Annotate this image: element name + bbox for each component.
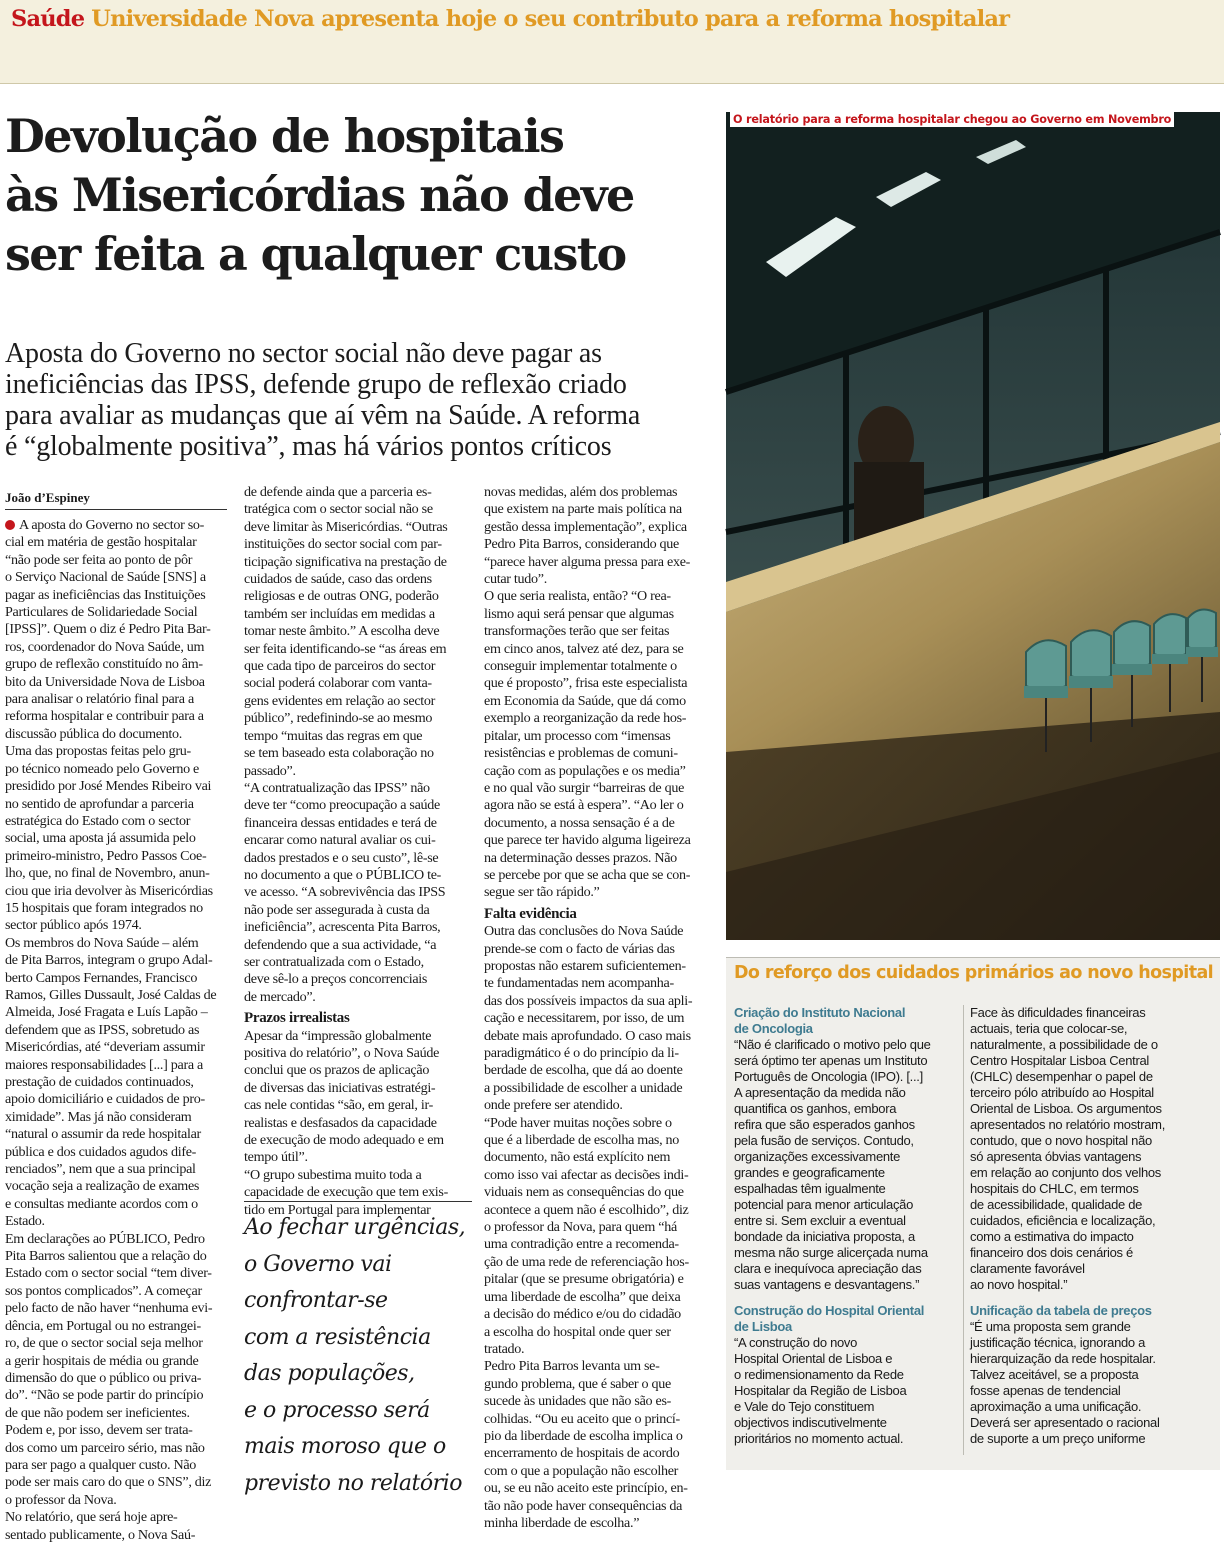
sidebar-subheading: Construção do Hospital Oriental — [734, 1303, 925, 1318]
text-line: dimensão do que o público ou priva- — [5, 1369, 202, 1386]
text-line: Pedro Pita Barros, considerando que — [484, 536, 679, 553]
text-line: também ser incluídas em medidas a — [244, 605, 435, 622]
sidebar-text-line: Hospitalar da Região de Lisboa — [734, 1383, 907, 1398]
sidebar-text-line: fosse apenas de tendencial — [970, 1383, 1121, 1398]
text-line: O que seria realista, então? “O rea- — [484, 588, 671, 605]
pull-quote-line: das populações, — [244, 1361, 415, 1386]
text-line: de execução de modo adequado e em — [244, 1132, 444, 1149]
text-line: segue ser tão rápido.” — [484, 884, 600, 901]
text-line: colhidas. “Ou eu aceito que o princí- — [484, 1410, 680, 1427]
text-line: “parece haver alguma pressa para exe- — [484, 553, 691, 570]
text-line: ros, coordenador do Nova Saúde, um — [5, 638, 205, 655]
text-line: que é a liberdade de escolha mas, no — [484, 1132, 680, 1149]
text-line: a decisão do médico e/ou do cidadão — [484, 1306, 681, 1323]
text-line: prestação de cuidados continuados, — [5, 1074, 194, 1090]
text-line: A aposta do Governo no sector so- — [5, 517, 227, 534]
sidebar-text-line: mesma não surge alicerçada numa — [734, 1245, 928, 1260]
sidebar-text-line: Oriental de Lisboa. Os argumentos — [970, 1101, 1162, 1116]
text-line: berto Campos Fernandes, Francisco — [5, 969, 198, 986]
text-line: “natural o assumir da rede hospitalar — [5, 1126, 201, 1143]
text-line: cação com as populações e os media” — [484, 762, 686, 779]
pull-quote — [244, 1201, 472, 1502]
sidebar-subheading: de Oncologia — [734, 1021, 813, 1036]
standfirst-line: ineficiências das IPSS, defende grupo de reflexão criado — [5, 369, 627, 400]
headline — [5, 107, 715, 284]
sidebar-text-line: actuais, teria que colocar-se, — [970, 1021, 1128, 1036]
text-line: e consultas mediante acordos com o — [5, 1195, 198, 1212]
text-line: ve acesso. “A sobrevivência das IPSS — [244, 884, 446, 901]
text-line: conseguir implementar totalmente o — [484, 658, 677, 675]
text-line: passado”. — [244, 762, 296, 779]
text-line: social, uma aposta já assumida pelo — [5, 830, 196, 847]
text-line: não pode ser assegurada à custa da — [244, 901, 430, 918]
text-line: onde prefere ser atendido. — [484, 1097, 623, 1114]
text-line: e no qual vão surgir “barreiras de que — [484, 779, 685, 796]
text-line: positiva do relatório”, o Nova Saúde — [244, 1045, 440, 1061]
sidebar-text-line: ao novo hospital.” — [970, 1277, 1068, 1292]
text-line: em cinco anos, talvez até dez, para se — [484, 640, 684, 657]
text-line: Os membros do Nova Saúde – além — [5, 934, 199, 951]
sidebar-text-line: grandes e geograficamente — [734, 1165, 885, 1180]
text-line: ser contratualizada com o Estado, — [244, 953, 424, 970]
text-line: deve sê-lo a preços concorrenciais — [244, 971, 428, 988]
sidebar-text-line: “A construção do novo — [734, 1335, 858, 1350]
sidebar-text-line: em relação ao conjunto dos velhos — [970, 1165, 1162, 1180]
sidebar-text-line: apresentados no relatório mostram, — [970, 1117, 1166, 1132]
sidebar-text-line: só apresenta óbvias vantagens — [970, 1149, 1142, 1164]
text-line: gestão dessa implementação”, explica — [484, 518, 687, 535]
sidebar-text-line: quantifica os ganhos, embora — [734, 1101, 897, 1116]
text-line: o professor da Nova. — [5, 1491, 117, 1508]
sidebar-text-line: justificação técnica, ignorando a — [970, 1335, 1146, 1350]
sidebar-text-line: naturalmente, a possibilidade de o — [970, 1037, 1158, 1052]
text-line: gundo problema, que é saber o que — [484, 1375, 671, 1392]
text-line: pitalar (que se presume obrigatória) e — [484, 1271, 684, 1288]
standfirst-line: Aposta do Governo no sector social não deve pagar as — [5, 338, 602, 369]
text-line: a possibilidade de escolher a unidade — [484, 1079, 683, 1096]
text-line: tempo útil”. — [244, 1149, 308, 1166]
text-line: tempo “muitas das regras em que — [244, 727, 423, 744]
column-2-text-b — [244, 1028, 472, 1219]
text-line: pode ser mais caro do que o SNS”, diz — [5, 1474, 212, 1491]
text-line: tomar neste âmbito.” A escolha deve — [244, 623, 440, 640]
text-line: propostas não estarem suficientemen- — [484, 957, 686, 974]
sidebar-text-line: refira que são esperados ganhos — [734, 1117, 915, 1132]
sidebar-text-line: Hospital Oriental de Lisboa e — [734, 1351, 893, 1366]
text-line: primeiro-ministro, Pedro Passos Coe- — [5, 847, 207, 864]
text-line: grupo de reflexão constituído no âm- — [5, 656, 203, 673]
text-line: pitalar, um processo com “imensas — [484, 727, 671, 744]
text-line: berdade de escolha, que dá ao doente — [484, 1062, 683, 1079]
text-line: tido em Portugal para implementar — [244, 1201, 431, 1218]
text-line: debate mais aprofundado. O caso mais — [484, 1027, 691, 1044]
headline-line: Devolução de hospitais — [5, 109, 564, 163]
sidebar-text-line: (CHLC) desempenhar o papel de — [970, 1069, 1153, 1084]
sidebar-text-line: bondade da iniciativa proposta, a — [734, 1229, 915, 1244]
text-line: renciados”, nem que a sua principal — [5, 1161, 196, 1178]
column-3-text-a — [484, 484, 714, 902]
pull-quote-line: o Governo vai — [244, 1251, 392, 1277]
text-line: sector público após 1974. — [5, 917, 142, 934]
headline-line: às Misericórdias não deve — [5, 168, 634, 222]
text-line: sucede às unidades que não são es- — [484, 1393, 672, 1410]
text-line: documento, a nossa sensação é a de — [484, 814, 675, 831]
text-line: cação e necessitarem, por isso, de um — [484, 1010, 685, 1027]
text-line: instituições do sector social com par- — [244, 536, 442, 553]
text-line: Estado com o sector social “tem diver- — [5, 1265, 212, 1282]
sidebar-text-line: o redimensionamento da Rede — [734, 1367, 904, 1382]
sidebar-text-line: terceiro pólo atribuído ao Hospital — [970, 1085, 1154, 1100]
text-line: exemplo a reorganização da rede hos- — [484, 710, 687, 727]
text-line: dados prestados e o seu custo”, lê-se — [244, 849, 439, 866]
text-line: encerramento de hospitais de acordo — [484, 1445, 680, 1462]
text-line: estratégica do Estado com o sector — [5, 812, 191, 829]
sidebar-text-line: Talvez aceitável, se a proposta — [970, 1367, 1139, 1382]
sidebar-text-line: objectivos indiscutivelmente — [734, 1415, 887, 1430]
text-line: Almeida, José Fragata e Luís Lapão – — [5, 1004, 208, 1021]
text-line: de Pita Barros, integram o grupo Adal- — [5, 952, 213, 969]
column-3-text-b — [484, 923, 714, 1532]
pull-quote-line: com a resistência — [244, 1324, 431, 1350]
text-line: uma liberdade de escolha” que deixa — [484, 1288, 681, 1305]
sidebar-text-line: “É uma proposta sem grande — [970, 1319, 1131, 1334]
sidebar-text-line: “Não é clarificado o motivo pelo que — [734, 1037, 931, 1052]
sidebar-column-right — [970, 1005, 1216, 1447]
sidebar-text-line: potencial para menor articulação — [734, 1197, 914, 1212]
sidebar-text-line: de suporte a um preço uniforme — [970, 1431, 1146, 1446]
text-line: para ser pago a qualquer custo. Não — [5, 1456, 197, 1473]
sidebar-text-line: pela fusão de serviços. Contudo, — [734, 1133, 914, 1148]
pull-quote-line: confrontar-se — [244, 1288, 388, 1313]
sidebar-subheading: Unificação da tabela de preços — [970, 1303, 1152, 1318]
text-line: minha liberdade de escolha.” — [484, 1514, 640, 1531]
sidebar-box-title: Do reforço dos cuidados primários ao novo hospital — [734, 963, 1214, 983]
text-line: dos como um parceiro sério, mas não — [5, 1439, 205, 1456]
text-line: no sentido de aprofundar a parceria — [5, 795, 194, 812]
text-line: ximidade”. Mas já não consideram — [5, 1108, 192, 1125]
text-line: tratégica com o sector social não se — [244, 501, 433, 518]
text-line: para analisar o relatório final para a — [5, 691, 194, 708]
spacer — [970, 1293, 1216, 1303]
section-header-band — [0, 0, 1224, 84]
sidebar-text-line: contudo, que o novo hospital não — [970, 1133, 1152, 1148]
text-line: conclui que os prazos de aplicação — [244, 1062, 430, 1079]
section-topic: Universidade Nova apresenta hoje o seu contributo para a reforma hospitalar — [91, 6, 1010, 32]
text-line: a gerir hospitais de média ou grande — [5, 1352, 199, 1369]
standfirst-line: é “globalmente positiva”, mas há vários pontos críticos — [5, 431, 612, 462]
sidebar-text-line: Português de Oncologia (IPO). [...] — [734, 1069, 923, 1084]
sidebar-text-line: será óptimo ter apenas um Instituto — [734, 1053, 928, 1068]
sidebar-column-divider — [963, 1005, 964, 1455]
text-line: financeira dessas entidades e terá de — [244, 814, 437, 831]
text-line: ro, de que o sector social seja melhor — [5, 1335, 203, 1352]
text-line: lismo aqui será pensar que algumas — [484, 605, 674, 622]
text-line: “O grupo subestima muito toda a — [244, 1166, 422, 1183]
text-line: resistências e problemas de comuni- — [484, 745, 678, 762]
text-line: viduais nem as consequências do que — [484, 1184, 684, 1201]
text-line: a escolha do hospital onde quer ser — [484, 1323, 671, 1340]
text-line: de mercado”. — [244, 988, 316, 1005]
section-kicker — [11, 6, 1009, 32]
sidebar-text-line: espalhadas têm igualmente — [734, 1181, 886, 1196]
text-line: cial em matéria de gestão hospitalar — [5, 534, 197, 551]
sidebar-subheading: de Lisboa — [734, 1319, 792, 1334]
text-line: que parece ter havido alguma ligeireza — [484, 832, 691, 849]
pull-quote-line: mais moroso que o — [244, 1434, 446, 1459]
sidebar-text-line: Face às dificuldades financeiras — [970, 1005, 1146, 1020]
text-line: bito da Universidade Nova de Lisboa — [5, 673, 205, 690]
text-line: “Pode haver muitas noções sobre o — [484, 1114, 672, 1131]
text-line: defendem que as IPSS, sobretudo as — [5, 1021, 200, 1038]
text-line: o professor da Nova, para quem “há — [484, 1219, 677, 1236]
sidebar-text-line: A apresentação da medida não — [734, 1085, 906, 1100]
text-line: tratado. — [484, 1340, 525, 1357]
text-line: [IPSS]”. Quem o diz é Pedro Pita Bar- — [5, 621, 211, 638]
sidebar-text-line: claramente favorável — [970, 1261, 1085, 1276]
text-line: de defende ainda que a parceria es- — [244, 484, 432, 500]
text-line: documento, não está explícito nem — [484, 1149, 671, 1166]
text-line: paradigmático é o do princípio da li- — [484, 1045, 679, 1061]
hospital-corridor-photo — [726, 112, 1220, 940]
text-line: cutar tudo”. — [484, 571, 547, 588]
sidebar-text-line: prioritários no momento actual. — [734, 1431, 904, 1446]
sidebar-text-line: como a estimativa do impacto — [970, 1229, 1134, 1244]
text-line: Ramos, Gilles Dussault, José Caldas de — [5, 986, 217, 1003]
text-line: cuidados de saúde, caso das ordens — [244, 571, 432, 588]
text-line: como isso vai afectar as decisões indi- — [484, 1166, 689, 1183]
text-line: das dos possíveis impactos da sua apli- — [484, 992, 693, 1009]
text-line: de que não podem ser ineficientes. — [5, 1404, 190, 1421]
photo-illustration — [726, 112, 1220, 940]
sidebar-subheading: Criação do Instituto Nacional — [734, 1005, 906, 1020]
text-line: que cada tipo de parceiros do sector — [244, 658, 436, 675]
sidebar-text-line: financeiro dos dois cenários é — [970, 1245, 1133, 1260]
text-line: deve ter “como preocupação a saúde — [244, 797, 441, 814]
sidebar-text-line: suas vantagens e desvantagens.” — [734, 1277, 920, 1292]
text-line: transformações terão que ser feitas — [484, 623, 670, 640]
text-line: do”. “Não se pode partir do princípio — [5, 1387, 204, 1404]
text-line: maiores responsabilidades [...] para a — [5, 1056, 203, 1073]
sidebar-text-line: cuidados, eficiência e localização, — [970, 1213, 1156, 1228]
text-line: ser feita identificando-se “as áreas em — [244, 640, 447, 657]
text-line: Pedro Pita Barros levanta um se- — [484, 1358, 660, 1375]
text-line: “não pode ser feita ao ponto de pôr — [5, 551, 193, 568]
text-line: Podem e, por isso, devem ser trata- — [5, 1422, 193, 1439]
photo-caption: O relatório para a reforma hospitalar chegou ao Governo em Novembro — [730, 112, 1174, 127]
text-line: no documento a que o PÚBLICO te- — [244, 866, 442, 883]
article-column-2 — [244, 484, 472, 1219]
text-line: novas medidas, além dos problemas — [484, 484, 678, 500]
text-line: “A contratualização das IPSS” não — [244, 779, 430, 796]
sidebar-text-line: Centro Hospitalar Lisboa Central — [970, 1053, 1149, 1068]
text-line: ção de uma rede de referenciação hos- — [484, 1253, 689, 1270]
subheading-falta-evidencia: Falta evidência — [484, 905, 577, 922]
text-line: No relatório, que será hoje apre- — [5, 1509, 178, 1526]
section-name: Saúde — [11, 6, 85, 32]
text-line: Particulares de Solidariedade Social — [5, 604, 198, 621]
text-line: Uma das propostas feitas pelo gru- — [5, 743, 191, 760]
pull-quote-line: previsto no relatório — [244, 1470, 462, 1496]
article-column-3 — [484, 484, 714, 1532]
text-line: presidido por José Mendes Ribeiro vai — [5, 778, 212, 795]
text-line: pio da liberdade de escolha implica o — [484, 1427, 683, 1444]
text-line: 15 hospitais que foram integrados no — [5, 899, 203, 916]
text-line: na determinação desses prazos. Não — [484, 849, 677, 866]
text-line: encarar como natural avaliar os cui- — [244, 832, 436, 849]
text-line: ticipação significativa na prestação de — [244, 553, 447, 570]
text-line: prende-se com o facto de várias das — [484, 940, 675, 957]
sidebar-text-line: aproximação a uma unificação. — [970, 1399, 1142, 1414]
sidebar-text-line: Deverá ser apresentado o racional — [970, 1415, 1160, 1430]
text-line: cas nele contidas “são, em geral, ir- — [244, 1097, 433, 1114]
text-line: Em declarações ao PÚBLICO, Pedro — [5, 1230, 205, 1247]
standfirst — [5, 338, 715, 462]
standfirst-line: para avaliar as mudanças que aí vêm na Saúde. A reforma — [5, 400, 641, 431]
text-line: pagar as ineficiências das Instituições — [5, 586, 206, 603]
sidebar-text-line: hierarquização da rede hospitalar. — [970, 1351, 1156, 1366]
article-column-1 — [5, 517, 227, 1544]
sidebar-text-line: e Vale do Tejo constituem — [734, 1399, 875, 1414]
text-line: acontece a quem não é escolhido”, diz — [484, 1201, 689, 1218]
text-line: sentado publicamente, o Nova Saú- — [5, 1526, 196, 1543]
text-line: ineficiência”, acrescenta Pita Barros, — [244, 919, 441, 936]
text-line: Misericórdias, até “deveriam assumir — [5, 1039, 205, 1056]
text-line: defendendo que a sua actividade, “a — [244, 936, 437, 953]
text-line: se percebe por que se acha que se con- — [484, 866, 691, 883]
text-line: religiosas e de outras ONG, poderão — [244, 588, 439, 605]
text-line: dência, em Portugal ou no estrangei- — [5, 1317, 201, 1334]
spacer — [734, 1293, 960, 1303]
text-line: o Serviço Nacional de Saúde [SNS] a — [5, 569, 206, 586]
sidebar-text-line: hospitais do CHLC, em termos — [970, 1181, 1139, 1196]
text-line: Estado. — [5, 1213, 45, 1230]
byline: João d’Espiney — [5, 490, 227, 510]
text-line: discussão pública do documento. — [5, 725, 183, 742]
text-line: que existem na parte mais política na — [484, 501, 682, 518]
sidebar-text-line: clara e inequívoca apreciação das — [734, 1261, 922, 1276]
text-line: pública e dos cuidados agudos dife- — [5, 1143, 197, 1160]
text-line: sos pontos complicados”. A começar — [5, 1282, 202, 1299]
sidebar-text-line: entre si. Sem excluir a eventual — [734, 1213, 906, 1228]
text-line: público”, redefinindo-se ao mesmo — [244, 710, 433, 727]
text-line: que é proposto”, frisa este especialista — [484, 675, 688, 692]
sidebar-text-line: organizações excessivamente — [734, 1149, 901, 1164]
text-line: social poderá colaborar com vanta- — [244, 675, 432, 692]
text-line: ciou que iria devolver às Misericórdias — [5, 882, 213, 899]
text-line: uma contradição entre a recomenda- — [484, 1236, 679, 1253]
text-line: lho, que, no final de Novembro, anun- — [5, 865, 210, 882]
sidebar-column-left — [734, 1005, 960, 1447]
text-line: gens evidentes em relação ao sector — [244, 692, 436, 709]
text-line: tão não pode haver consequências da — [484, 1497, 683, 1514]
text-line: Pita Barros salientou que a relação do — [5, 1248, 207, 1265]
text-line: deve limitar às Misericórdias. “Outras — [244, 518, 448, 535]
text-line: Apesar da “impressão globalmente — [244, 1027, 432, 1044]
text-line: capacidade de execução que tem exis- — [244, 1184, 449, 1201]
text-line: te fundamentadas nem acompanha- — [484, 975, 674, 992]
text-line: em Economia da Saúde, que dá como — [484, 692, 686, 709]
sidebar-text-line: de acessibilidade, qualidade de — [970, 1197, 1143, 1212]
text-line: vocação seja a realização de exames — [5, 1178, 200, 1195]
pull-quote-line: e o processo será — [244, 1397, 430, 1423]
bullet-dot-icon — [5, 520, 15, 530]
column-2-text-a — [244, 484, 472, 1006]
text-line: se tem baseado esta colaboração no — [244, 745, 434, 762]
text-line: Outra das conclusões do Nova Saúde — [484, 923, 684, 940]
text-line: agora não se está à espera”. “Ao ler o — [484, 797, 684, 814]
text-line: ou, se eu não aceito este princípio, en- — [484, 1480, 688, 1497]
subheading-prazos: Prazos irrealistas — [244, 1010, 350, 1027]
text-line: com o que a população não escolher — [484, 1462, 679, 1479]
text-line: realistas e desfasados da capacidade — [244, 1114, 437, 1131]
pull-quote-line: Ao fechar urgências, — [244, 1215, 466, 1240]
headline-line: ser feita a qualquer custo — [5, 227, 626, 281]
text-line: reforma hospitalar e contribuir para a — [5, 708, 204, 725]
text-line: po técnico nomeado pelo Governo e — [5, 760, 199, 777]
text-line: apoio domiciliário e cuidados de pro- — [5, 1091, 205, 1108]
text-line: pelo facto de não haver “nenhuma evi- — [5, 1300, 213, 1317]
text-line: de diversas das iniciativas estratégi- — [244, 1079, 436, 1096]
